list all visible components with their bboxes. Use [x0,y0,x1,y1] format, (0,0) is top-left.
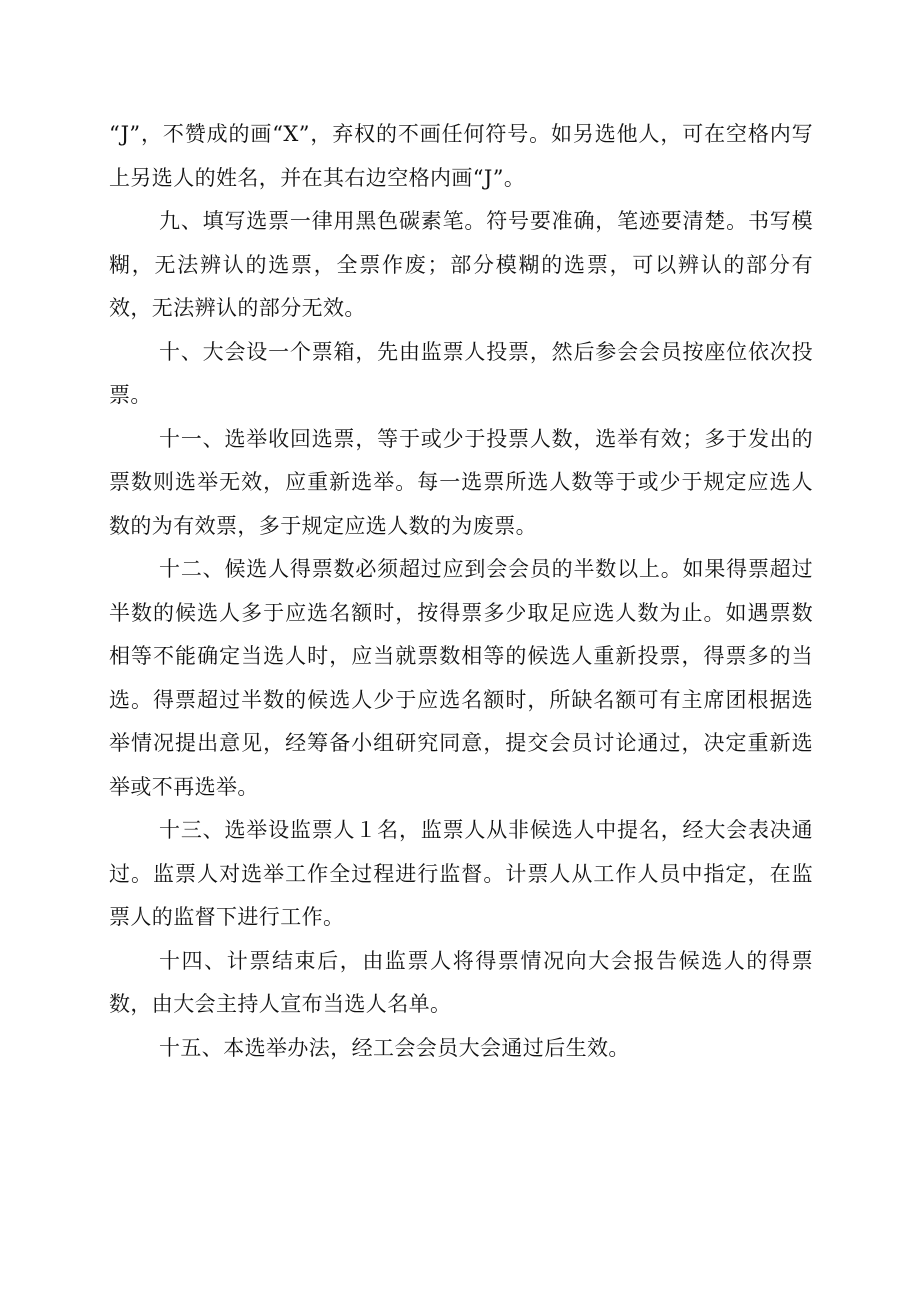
text-line: 有主席团根据选举情况提出意见，经筹备小组研究同意，提交会员讨 [109,687,813,755]
text-line: 十、大会设一个票箱，先由监票人投票，然后参会会员按座位依 [159,339,770,364]
text-line: 格内写上另选人的姓名，并在其右边空格内画“J”。 [109,122,814,190]
text-line: 定应选人数的为有效票，多于规定应选人数的为废票。 [109,470,813,538]
text-line: 票数，由大会主持人宣布当选人名单。 [109,948,813,1016]
text-line: 十四、计票结束后，由监票人将得票情况向大会报告候选人的得 [159,948,792,973]
text-line: 十一、选举收回选票，等于或少于投票人数，选举有效；多于发 [159,426,770,451]
text-line: “J”，不赞成的画“X”，弃权的不画任何符号。如另选他人，可在空 [109,122,748,146]
paragraph-item-11 [109,418,813,549]
paragraph-item-8-continued [109,113,813,200]
paragraph-item-13 [109,809,813,940]
text-line: 十五、本选举办法，经工会会员大会通过后生效。 [159,1035,630,1060]
paragraph-item-15 [109,1027,813,1071]
document-body [109,113,813,1070]
text-line: 如遇票数相等不能确定当选人时，应当就票数相等的候选人重新投票， [109,600,813,668]
text-line: 出的票数则选举无效，应重新选举。每一选票所选人数等于或少于规 [109,426,813,494]
text-line: 部分有效，无法辨认的部分无效。 [109,252,813,320]
text-line: 十三、选举设监票人１名，监票人从非候选人中提名，经大会表 [159,818,770,842]
text-line: 决通过。监票人对选举工作全过程进行监督。计票人从工作人员中指 [109,818,813,886]
text-line: 超过半数的候选人多于应选名额时，按得票多少取足应选人数为止。 [109,557,813,625]
text-line: 次投票。 [109,339,813,407]
paragraph-item-9 [109,200,813,331]
paragraph-item-10 [109,331,813,418]
text-line: 十二、候选人得票数必须超过应到会会员的半数以上。如果得票 [159,557,770,581]
paragraph-item-12 [109,548,813,809]
text-line: 写模糊，无法辨认的选票，全票作废；部分模糊的选票，可以辨认的 [109,209,813,277]
text-line: 得票多的当选。得票超过半数的候选人少于应选名额时，所缺名额可 [109,644,813,712]
text-line: 定，在监票人的监督下进行工作。 [109,861,813,929]
paragraph-item-14 [109,940,813,1027]
text-line: 论通过，决定重新选举或不再选举。 [109,731,813,799]
text-line: 九、填写选票一律用黑色碳素笔。符号要准确，笔迹要清楚。书 [159,209,770,233]
